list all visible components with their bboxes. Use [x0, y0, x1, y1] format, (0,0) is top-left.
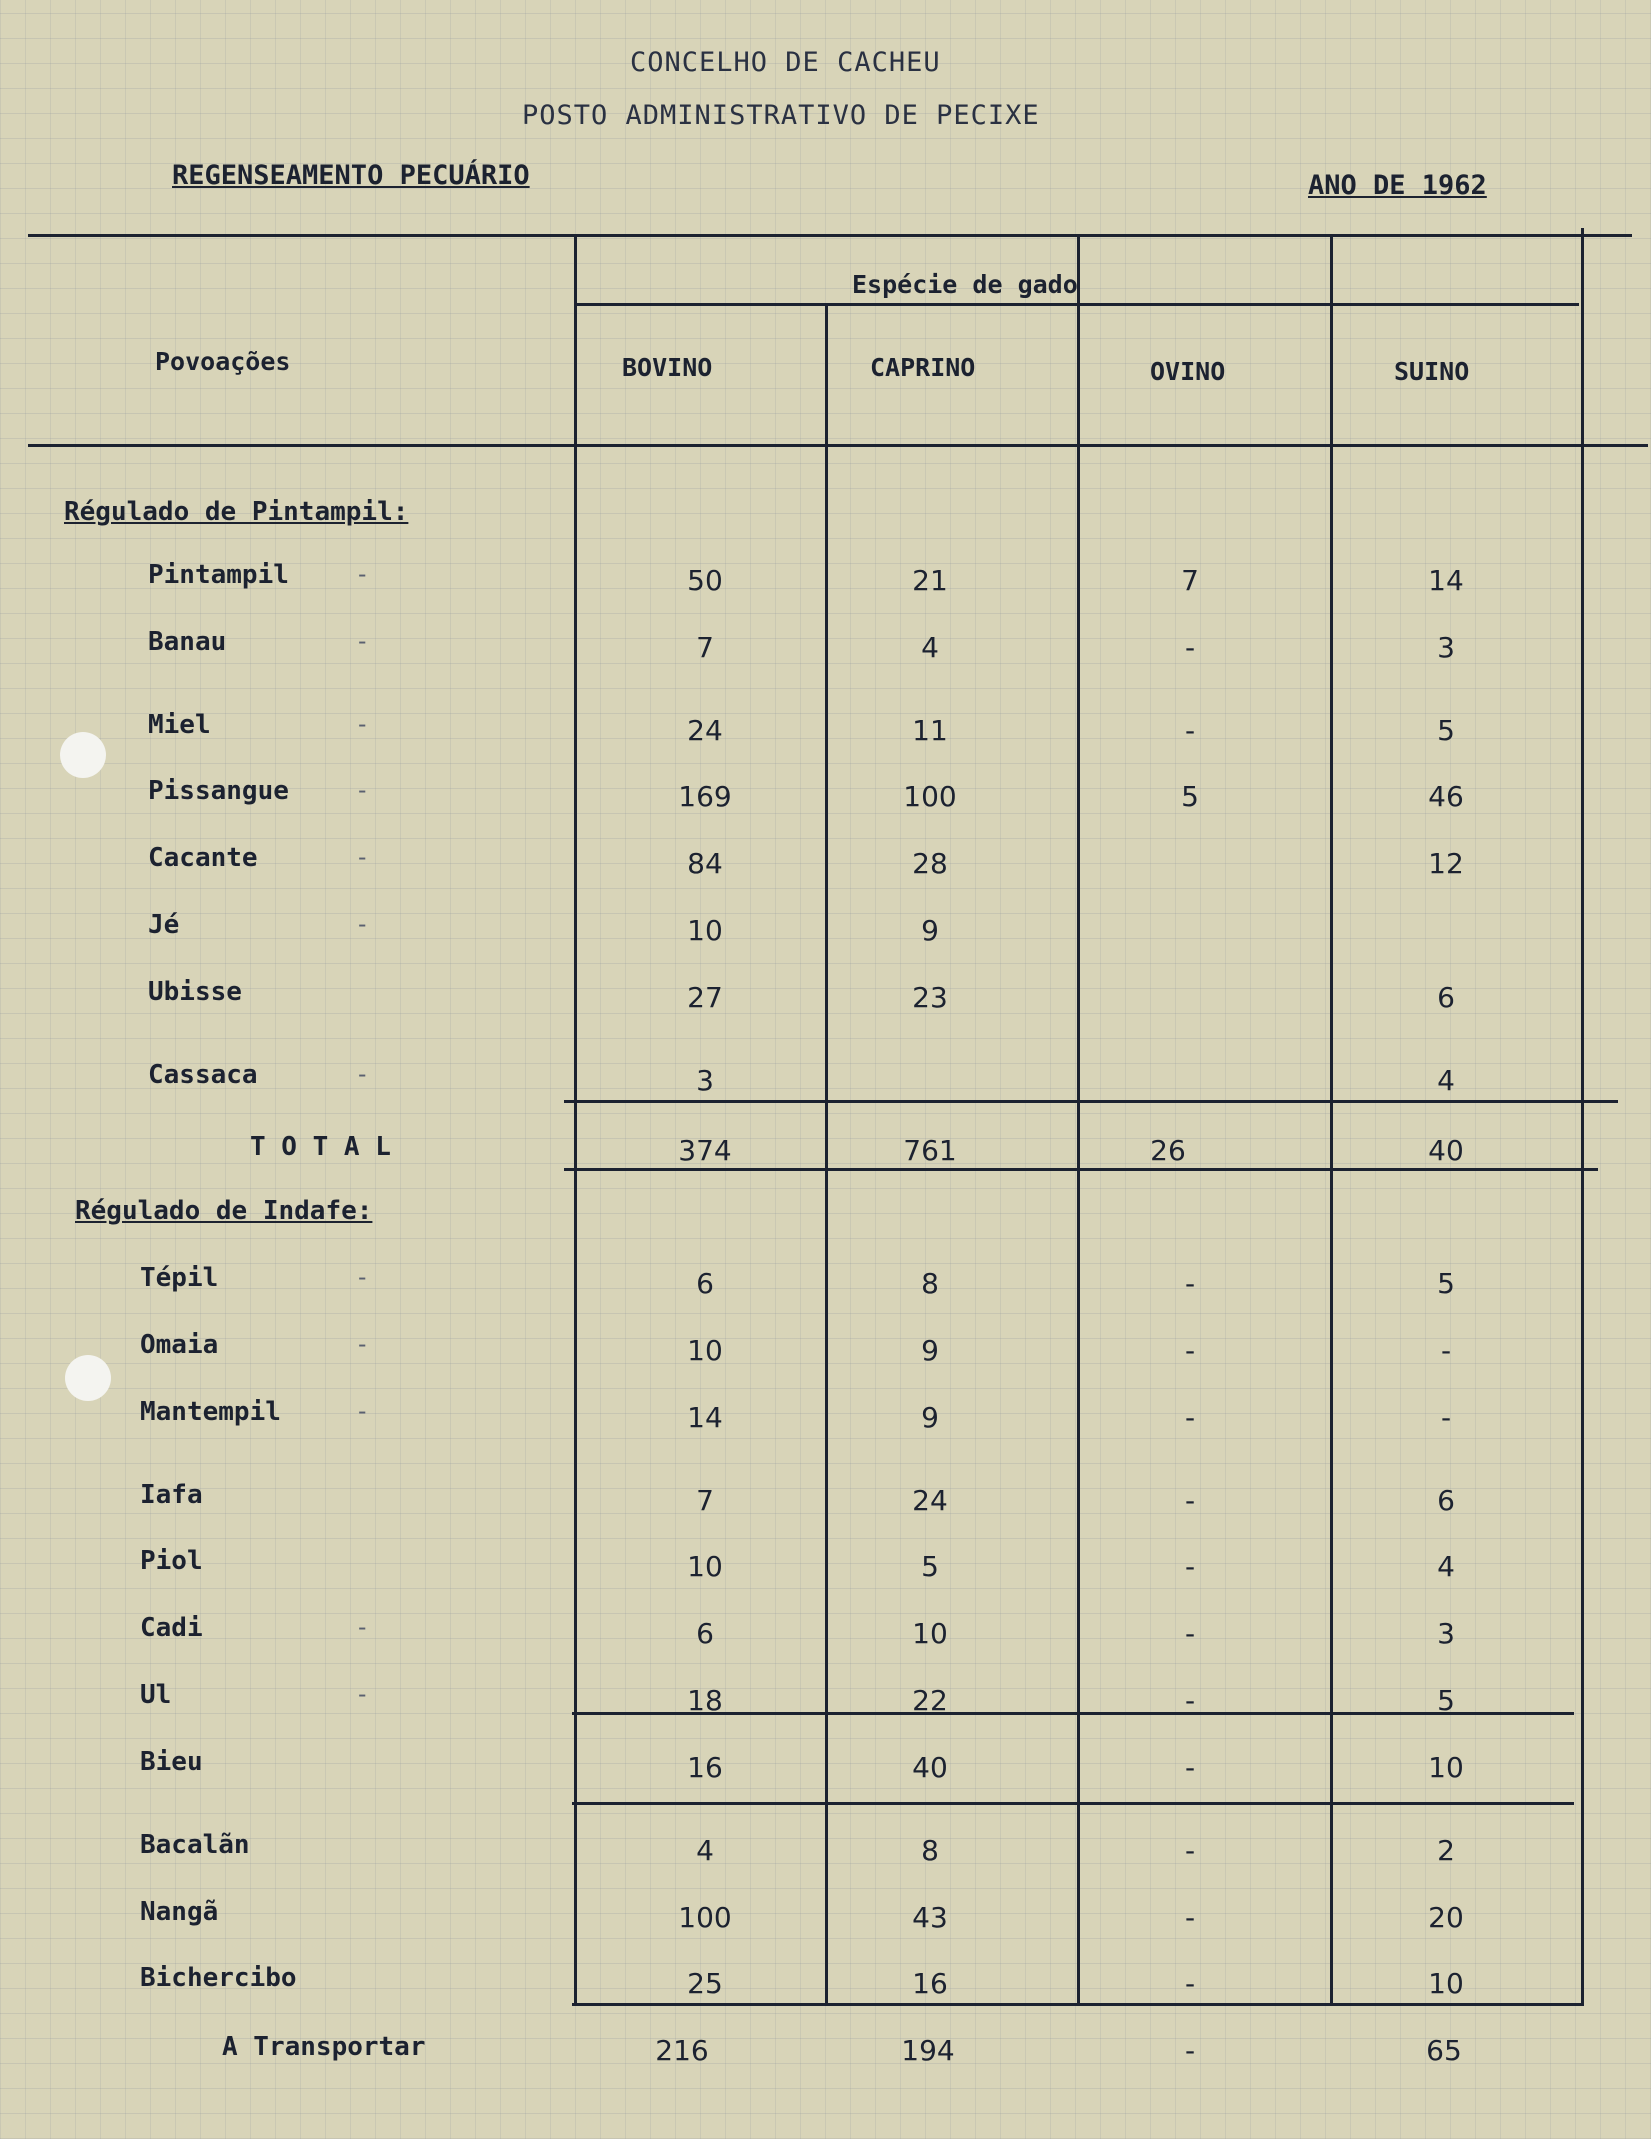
- row-dash: -: [355, 560, 370, 588]
- document-title: REGENSEAMENTO PECUÁRIO: [172, 160, 530, 191]
- cell-bovino: 16: [687, 1751, 723, 1784]
- header-bottom-rule: [28, 444, 1648, 447]
- total-label: T O T A L: [250, 1132, 391, 1162]
- total-caprino: 761: [903, 1134, 957, 1167]
- cell-bovino: 6: [696, 1267, 714, 1300]
- cell-suino: 5: [1437, 714, 1455, 747]
- cell-suino: -: [1440, 1334, 1452, 1367]
- cell-ovino: -: [1184, 1751, 1196, 1784]
- row-dash: -: [355, 1613, 370, 1641]
- cell-bovino: 3: [696, 1064, 714, 1097]
- cell-caprino: 9: [921, 914, 939, 947]
- cell-caprino: 28: [912, 847, 948, 880]
- cell-suino: 6: [1437, 981, 1455, 1014]
- cell-caprino: 40: [912, 1751, 948, 1784]
- transport-caprino: 194: [901, 2034, 955, 2067]
- cell-ovino: -: [1184, 1617, 1196, 1650]
- col-header-suino: SUINO: [1394, 357, 1470, 386]
- row-name: Nangã: [140, 1897, 219, 1927]
- header-line-2: POSTO ADMINISTRATIVO DE PECIXE: [522, 100, 1040, 131]
- row-dash: -: [355, 776, 370, 804]
- subtotal-rule-2: [572, 1802, 1574, 1805]
- cell-suino: 10: [1428, 1751, 1464, 1784]
- column-divider: [1330, 234, 1333, 2005]
- cell-caprino: 8: [921, 1267, 939, 1300]
- cell-caprino: 10: [912, 1617, 948, 1650]
- cell-bovino: 25: [687, 1967, 723, 2000]
- col-header-group: Espécie de gado: [852, 270, 1078, 299]
- cell-ovino: -: [1184, 631, 1196, 664]
- column-divider: [1077, 234, 1080, 2005]
- cell-suino: -: [1440, 1401, 1452, 1434]
- cell-suino: 5: [1437, 1267, 1455, 1300]
- cell-suino: 5: [1437, 1684, 1455, 1717]
- row-name: Pintampil: [148, 560, 289, 590]
- cell-caprino: 24: [912, 1484, 948, 1517]
- cell-suino: 20: [1428, 1901, 1464, 1934]
- row-dash: -: [355, 910, 370, 938]
- cell-caprino: 8: [921, 1834, 939, 1867]
- cell-bovino: 27: [687, 981, 723, 1014]
- row-name: Iafa: [140, 1480, 203, 1510]
- row-name: Tépil: [140, 1263, 219, 1293]
- cell-ovino: -: [1184, 1267, 1196, 1300]
- total-ovino: 26: [1150, 1134, 1186, 1167]
- row-name: Cassaca: [148, 1060, 258, 1090]
- cell-bovino: 169: [678, 780, 732, 813]
- cell-bovino: 10: [687, 1334, 723, 1367]
- col-header-caprino: CAPRINO: [870, 353, 976, 382]
- row-dash: -: [355, 1680, 370, 1708]
- cell-suino: 3: [1437, 1617, 1455, 1650]
- cell-ovino: -: [1184, 1901, 1196, 1934]
- binder-hole: [60, 732, 106, 778]
- transport-ovino: -: [1184, 2034, 1196, 2067]
- cell-bovino: 7: [696, 1484, 714, 1517]
- cell-ovino: -: [1184, 1334, 1196, 1367]
- row-name: Bieu: [140, 1747, 203, 1777]
- column-divider: [825, 305, 828, 2005]
- row-dash: -: [355, 627, 370, 655]
- section-title-pintampil: Régulado de Pintampil:: [64, 497, 409, 527]
- table-top-rule: [28, 234, 1632, 237]
- header-line-1: CONCELHO DE CACHEU: [630, 47, 941, 78]
- row-name: Bichercibo: [140, 1963, 297, 1993]
- cell-bovino: 84: [687, 847, 723, 880]
- cell-ovino: -: [1184, 1967, 1196, 2000]
- row-name: Bacalãn: [140, 1830, 250, 1860]
- cell-caprino: 23: [912, 981, 948, 1014]
- cell-bovino: 18: [687, 1684, 723, 1717]
- cell-ovino: -: [1184, 1484, 1196, 1517]
- row-dash: -: [355, 1330, 370, 1358]
- cell-caprino: 9: [921, 1401, 939, 1434]
- cell-ovino: -: [1184, 1401, 1196, 1434]
- cell-suino: 46: [1428, 780, 1464, 813]
- column-divider: [1581, 228, 1584, 2005]
- cell-bovino: 6: [696, 1617, 714, 1650]
- cell-caprino: 43: [912, 1901, 948, 1934]
- total-bovino: 374: [678, 1134, 732, 1167]
- transport-label: A Transportar: [222, 2032, 426, 2062]
- cell-ovino: -: [1184, 714, 1196, 747]
- cell-suino: 4: [1437, 1064, 1455, 1097]
- cell-bovino: 50: [687, 564, 723, 597]
- cell-caprino: 100: [903, 780, 957, 813]
- row-dash: -: [355, 1397, 370, 1425]
- cell-caprino: 22: [912, 1684, 948, 1717]
- total-top-rule: [564, 1100, 1618, 1103]
- total-suino: 40: [1428, 1134, 1464, 1167]
- cell-caprino: 5: [921, 1550, 939, 1583]
- cell-bovino: 10: [687, 914, 723, 947]
- section-title-indafe: Régulado de Indafe:: [75, 1196, 373, 1226]
- row-name: Cacante: [148, 843, 258, 873]
- row-name: Miel: [148, 710, 211, 740]
- column-divider: [574, 234, 577, 2006]
- cell-suino: 6: [1437, 1484, 1455, 1517]
- row-name: Ul: [140, 1680, 172, 1710]
- cell-ovino: -: [1184, 1550, 1196, 1583]
- row-name: Omaia: [140, 1330, 219, 1360]
- row-name: Pissangue: [148, 776, 289, 806]
- cell-suino: 14: [1428, 564, 1464, 597]
- cell-caprino: 9: [921, 1334, 939, 1367]
- cell-suino: 10: [1428, 1967, 1464, 2000]
- cell-caprino: 16: [912, 1967, 948, 2000]
- row-name: Jé: [148, 910, 180, 940]
- row-name: Cadi: [140, 1613, 203, 1643]
- row-dash: -: [355, 1263, 370, 1291]
- row-dash: -: [355, 1060, 370, 1088]
- transport-bovino: 216: [655, 2034, 709, 2067]
- cell-suino: 3: [1437, 631, 1455, 664]
- cell-caprino: 11: [912, 714, 948, 747]
- row-dash: -: [355, 843, 370, 871]
- cell-caprino: 4: [921, 631, 939, 664]
- cell-caprino: 21: [912, 564, 948, 597]
- cell-bovino: 14: [687, 1401, 723, 1434]
- total-bottom-rule: [564, 1168, 1598, 1171]
- col-header-bovino: BOVINO: [622, 353, 713, 382]
- cell-bovino: 4: [696, 1834, 714, 1867]
- binder-hole: [65, 1355, 111, 1401]
- cell-bovino: 24: [687, 714, 723, 747]
- cell-ovino: -: [1184, 1834, 1196, 1867]
- row-dash: -: [355, 710, 370, 738]
- cell-ovino: 7: [1181, 564, 1199, 597]
- cell-bovino: 10: [687, 1550, 723, 1583]
- col-header-ovino: OVINO: [1150, 357, 1226, 386]
- cell-suino: 2: [1437, 1834, 1455, 1867]
- row-name: Piol: [140, 1546, 203, 1576]
- row-name: Mantempil: [140, 1397, 281, 1427]
- census-year: ANO DE 1962: [1308, 170, 1487, 201]
- cell-suino: 4: [1437, 1550, 1455, 1583]
- cell-bovino: 7: [696, 631, 714, 664]
- cell-suino: 12: [1428, 847, 1464, 880]
- cell-ovino: 5: [1181, 780, 1199, 813]
- col-header-povoacoes: Povoações: [155, 347, 291, 376]
- row-name: Banau: [148, 627, 227, 657]
- cell-ovino: -: [1184, 1684, 1196, 1717]
- cell-bovino: 100: [678, 1901, 732, 1934]
- row-name: Ubisse: [148, 977, 242, 1007]
- transport-suino: 65: [1426, 2034, 1462, 2067]
